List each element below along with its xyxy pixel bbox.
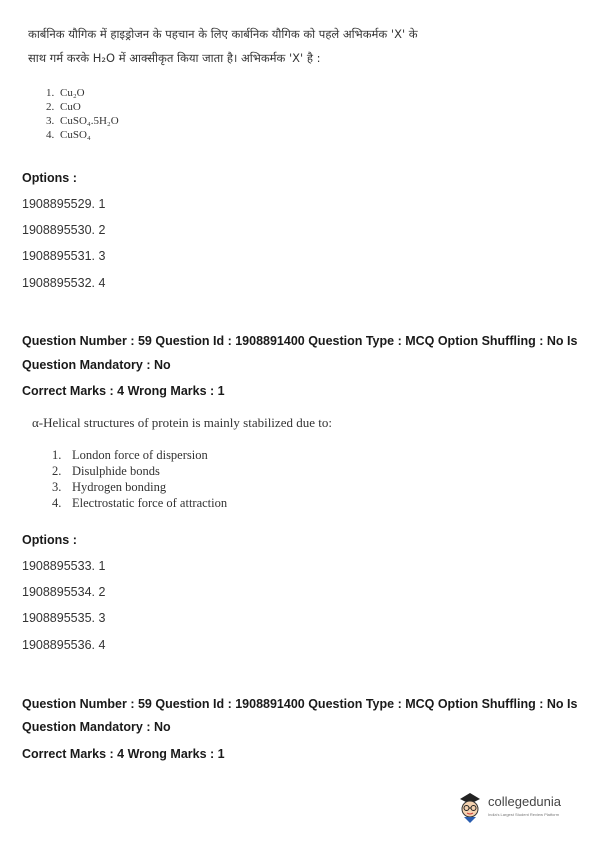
question-59-text: α-Helical structures of protein is mainly stabilized due to: [32,415,332,430]
option-id: 1908895530. 2 [22,223,106,237]
option-id: 1908895531. 3 [22,249,106,263]
question-mandatory: Question Mandatory : No [22,720,171,734]
choice-item: 1. London force of dispersion [52,448,208,462]
option-id: 1908895533. 1 [22,559,106,573]
question-marks: Correct Marks : 4 Wrong Marks : 1 [22,384,225,398]
option-id: 1908895532. 4 [22,276,106,290]
logo-name: collegedunia [488,794,562,809]
choice-item: 1. Cu₂O [46,87,85,99]
student-mascot-icon [455,790,485,824]
question-59-choices [52,447,227,511]
choice-item: 4. Electrostatic force of attraction [52,496,228,510]
options-label: Options : [22,171,77,185]
option-id: 1908895536. 4 [22,638,106,652]
option-id: 1908895534. 2 [22,585,106,599]
option-id: 1908895535. 3 [22,611,106,625]
question-mandatory: Question Mandatory : No [22,358,171,372]
choice-item: 3. CuSO₄.5H₂O [46,115,119,127]
question-58-choices [46,86,119,142]
choice-item: 3. Hydrogen bonding [52,480,167,494]
options-label: Options : [22,533,77,547]
question-marks: Correct Marks : 4 Wrong Marks : 1 [22,747,225,761]
logo-tagline: India's Largest Student Review Platform [488,812,560,817]
question-58-text-line2: साथ गर्म करके H₂O में आक्सीकृत किया जाता है। अभिकर्मक 'X' है : [28,51,321,65]
question-header: Question Number : 59 Question Id : 1908891400 Question Type : MCQ Option Shuffling : No Is [22,697,578,711]
question-58-text-line1: कार्बनिक यौगिक में हाइड्रोजन के पहचान के लिए कार्बनिक यौगिक को पहले अभिकर्मक 'X' के [28,27,418,41]
question-header: Question Number : 59 Question Id : 1908891400 Question Type : MCQ Option Shuffling : No Is [22,334,578,348]
collegedunia-logo [455,790,580,824]
choice-item: 2. Disulphide bonds [52,464,160,478]
option-id: 1908895529. 1 [22,197,106,211]
choice-item: 4. CuSO₄ [46,129,91,141]
choice-item: 2. CuO [46,101,81,113]
